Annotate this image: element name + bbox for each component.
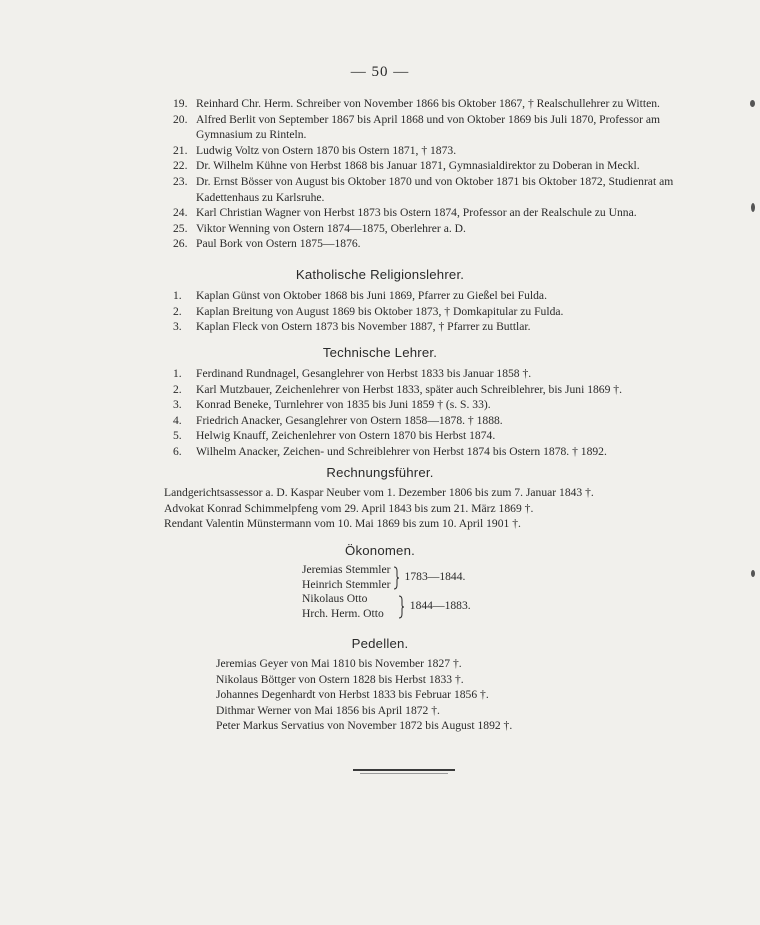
list-item: Rendant Valentin Münstermann vom 10. Mai 1869 bis zum 10. April 1901 †.	[164, 517, 521, 531]
list-item: Dithmar Werner von Mai 1856 bis April 1872 †.	[216, 703, 440, 717]
list-item: 21. Ludwig Voltz von Ostern 1870 bis Ostern 1871, † 1873.	[173, 143, 457, 157]
list-item: 2. Karl Mutzbauer, Zeichenlehrer von Herbst 1833, später auch Schreiblehrer, bis Juni 1869 †.	[173, 382, 622, 396]
brace-icon	[393, 566, 399, 590]
economist-name: Nikolaus Otto	[302, 592, 368, 605]
list-item: 26. Paul Bork von Ostern 1875—1876.	[173, 237, 361, 251]
page-number: — 50 —	[350, 64, 410, 80]
list-item: Peter Markus Servatius von November 1872 bis August 1892 †.	[216, 719, 513, 733]
margin-speck	[750, 100, 755, 107]
economist-years: 1844—1883.	[409, 599, 471, 613]
beadles-list	[216, 656, 512, 734]
list-item: 23. Dr. Ernst Bösser von August bis Oktober 1870 und von Oktober 1871 bis Oktober 1872, Studienrat am Kadettenhaus zu Karlsruhe.	[173, 174, 674, 204]
list-item: 19. Reinhard Chr. Herm. Schreiber von November 1866 bis Oktober 1867, † Realschullehrer zu Witten.	[173, 97, 660, 110]
list-item: Nikolaus Böttger von Ostern 1828 bis Herbst 1833 †.	[216, 672, 464, 686]
margin-speck	[751, 570, 755, 577]
list-item: Jeremias Geyer von Mai 1810 bis November 1827 †.	[216, 657, 462, 670]
end-rule	[353, 769, 455, 771]
list-item: Advokat Konrad Schimmelpfeng vom 29. April 1843 bis zum 21. März 1869 †.	[164, 501, 534, 515]
accountants-list	[164, 485, 594, 532]
margin-speck	[751, 203, 755, 212]
list-item: 2. Kaplan Breitung von August 1869 bis Oktober 1873, † Domkapitular zu Fulda.	[173, 304, 564, 318]
brace-icon	[398, 595, 404, 619]
heading-accountants: Rechnungsführer.	[326, 465, 434, 480]
economist-years: 1783—1844.	[404, 570, 466, 584]
list-item: 22. Dr. Wilhelm Kühne von Herbst 1868 bis Januar 1871, Gymnasialdirektor zu Doberan in Meckl.	[173, 159, 640, 173]
economist-name: Hrch. Herm. Otto	[302, 606, 384, 620]
catholic-list	[173, 288, 695, 335]
economists-group	[302, 563, 465, 592]
list-item: Johannes Degenhardt von Herbst 1833 bis Februar 1856 †.	[216, 688, 489, 702]
list-item: 25. Viktor Wenning von Ostern 1874—1875, Oberlehrer a. D.	[173, 221, 466, 235]
list-item: Landgerichtsassessor a. D. Kaspar Neuber vom 1. Dezember 1806 bis zum 7. Januar 1843 †.	[164, 486, 594, 499]
list-item: 3. Konrad Beneke, Turnlehrer von 1835 bis Juni 1859 † (s. S. 33).	[173, 398, 491, 412]
list-item: 4. Friedrich Anacker, Gesanglehrer von Ostern 1858—1878. † 1888.	[173, 413, 503, 427]
list-item: 6. Wilhelm Anacker, Zeichen- und Schreiblehrer von Herbst 1874 bis Ostern 1878. † 1892.	[173, 444, 607, 458]
technical-list	[173, 366, 695, 460]
list-item: 5. Helwig Knauff, Zeichenlehrer von Ostern 1870 bis Herbst 1874.	[173, 429, 496, 443]
economist-name: Jeremias Stemmler	[302, 563, 391, 576]
list-item: 24. Karl Christian Wagner von Herbst 1873 bis Ostern 1874, Professor an der Realschule zu Unna.	[173, 206, 637, 220]
list-item: 1. Kaplan Günst von Oktober 1868 bis Juni 1869, Pfarrer zu Gießel bei Fulda.	[173, 289, 547, 302]
heading-beadles: Pedellen.	[351, 636, 409, 651]
list-item: 20. Alfred Berlit von September 1867 bis April 1868 und von Oktober 1869 bis Juli 1870, Professor am Gymnasium zu Rinteln.	[173, 112, 661, 142]
heading-economists: Ökonomen.	[345, 543, 415, 558]
heading-technical: Technische Lehrer.	[322, 345, 438, 360]
teachers-list	[173, 96, 695, 252]
heading-catholic: Katholische Religionslehrer.	[295, 267, 465, 282]
economist-name: Heinrich Stemmler	[302, 577, 391, 591]
list-item: 3. Kaplan Fleck von Ostern 1873 bis November 1887, † Pfarrer zu Buttlar.	[173, 320, 531, 334]
list-item: 1. Ferdinand Rundnagel, Gesanglehrer von Herbst 1833 bis Januar 1858 †.	[173, 367, 532, 380]
end-rule-shadow	[360, 773, 448, 774]
economists-group	[302, 592, 471, 621]
